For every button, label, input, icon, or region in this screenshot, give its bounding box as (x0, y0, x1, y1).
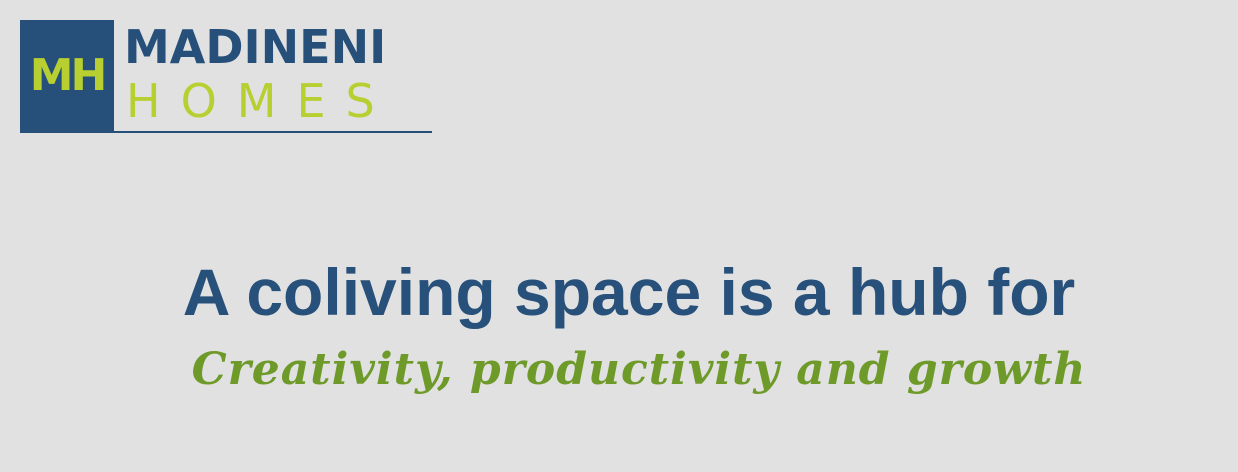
tagline: Creativity, productivity and growth (191, 344, 1087, 395)
logo-wordmark-homes: HOMES (126, 74, 395, 128)
logo-monogram (20, 50, 114, 102)
headline: A coliving space is a hub for (182, 255, 1076, 329)
logo-monogram-h: H (70, 50, 105, 101)
logo-wordmark-madineni: MADINENI (124, 20, 387, 74)
logo-monogram-m: M (29, 50, 71, 101)
brand-logo (20, 20, 432, 134)
logo-monogram-box (20, 20, 114, 133)
logo-underline-divider (114, 131, 432, 133)
